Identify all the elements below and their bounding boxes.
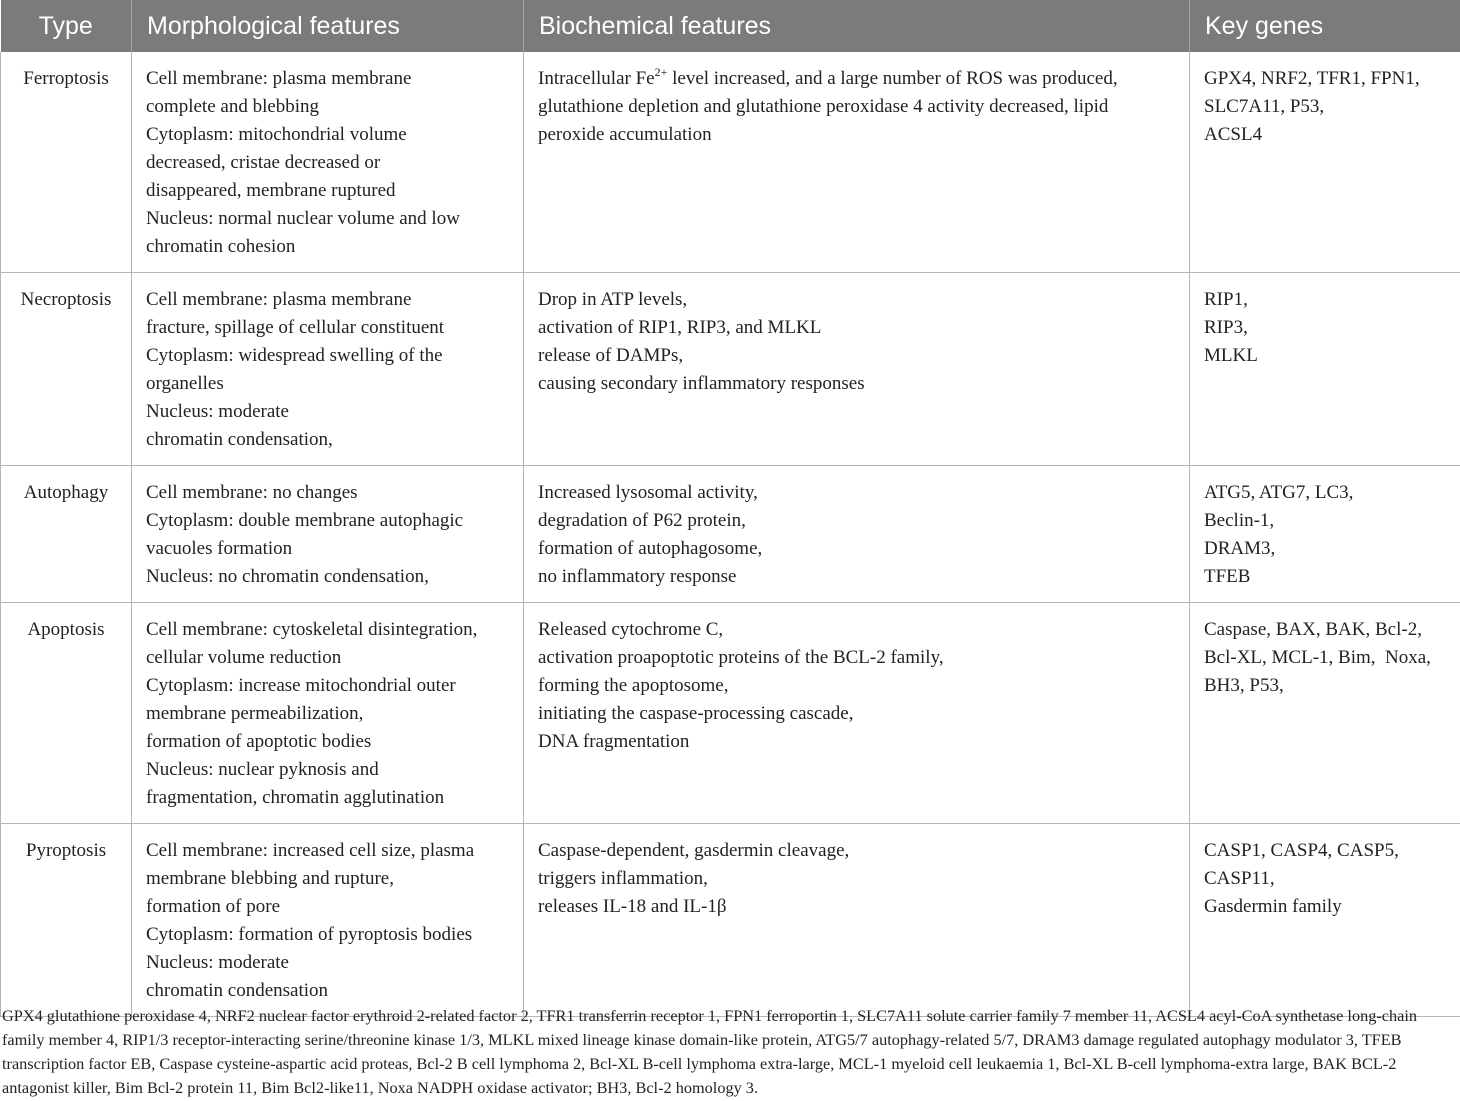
text-line: Cytoplasm: increase mitochondrial outer [146,675,456,696]
text-fragment: Intracellular Fe [538,68,655,89]
text-line: membrane permeabilization, [146,703,364,724]
text-line: Released cytochrome C, [538,619,724,640]
key-genes-cell [1190,466,1460,603]
text-line: BH3, P53, [1204,675,1284,696]
morphological-cell [132,466,524,603]
morphological-cell [132,52,524,273]
text-line: fracture, spillage of cellular constituent [146,317,445,338]
table-row [1,603,1460,824]
biochemical-cell [524,273,1190,466]
text-line: initiating the caspase-processing cascade, [538,703,854,724]
text-line: Bcl-XL, MCL-1, Bim, Noxa, [1204,647,1431,668]
text-line: peroxide accumulation [538,124,712,145]
text-line: membrane blebbing and rupture, [146,868,394,889]
text-line: Cytoplasm: double membrane autophagic [146,510,464,531]
text-line: formation of autophagosome, [538,538,763,559]
table-footnote: GPX4 glutathione peroxidase 4, NRF2 nuclear factor erythroid 2-related factor 2, TFR1 transferrin receptor 1, FPN1 ferroportin 1, SLC7A11 solute carrier family 7 member 11, ACSL4 acyl-CoA synthetase long-chain family member 4, RIP1/3 receptor-interacting serine/threonine kinase 1/3, MLKL mixed lineage kinase domain-like protein, ATG5/7 autophagy-related 5/7, DRAM3 damage regulated autophagy modulator 3, TFEB transcription factor EB, Caspase cysteine-aspartic acid proteas, Bcl-2 B cell lymphoma 2, Bcl-XL B-cell lymphoma extra-large, MCL-1 myeloid cell leukaemia 1, Bcl-XL B-cell lymphoma-extra large, BAK BCL-2 antagonist killer, Bim Bcl-2 protein 11, Bim Bcl2-like11, Noxa NADPH oxidase activator; BH3, Bcl-2 homology 3. [2,1006,1418,1097]
text-line: decreased, cristae decreased or [146,152,381,173]
table-row [1,52,1460,273]
text-line: DRAM3, [1204,538,1276,559]
text-line: Drop in ATP levels, [538,289,688,310]
text-line: Caspase, BAX, BAK, Bcl-2, [1204,619,1422,640]
biochemical-cell [524,824,1190,1017]
morphological-cell [132,603,524,824]
text-line: Nucleus: normal nuclear volume and low [146,208,460,229]
text-line: Cell membrane: no changes [146,482,358,503]
text-line: chromatin condensation, [146,429,333,450]
text-line: fragmentation, chromatin agglutination [146,787,445,808]
text-line: release of DAMPs, [538,345,684,366]
biochemical-cell [524,466,1190,603]
text-line: activation of RIP1, RIP3, and MLKL [538,317,822,338]
text-line: Cell membrane: plasma membrane [146,68,412,89]
type-cell: Autophagy [1,466,132,603]
text-line: activation proapoptotic proteins of the BCL-2 family, [538,647,944,668]
text-line: complete and blebbing [146,96,320,117]
key-genes-cell [1190,52,1460,273]
morphological-cell [132,824,524,1017]
text-line: SLC7A11, P53, [1204,96,1325,117]
type-cell: Apoptosis [1,603,132,824]
text-line: Nucleus: moderate [146,401,289,422]
text-line: glutathione depletion and glutathione peroxidase 4 activity decreased, lipid [538,96,1109,117]
text-line: Gasdermin family [1204,896,1342,917]
text-line: Cytoplasm: formation of pyroptosis bodies [146,924,473,945]
text-line: chromatin cohesion [146,236,296,257]
key-genes-cell [1190,603,1460,824]
type-cell: Ferroptosis [1,52,132,273]
text-line: TFEB [1204,566,1251,587]
text-line: chromatin condensation [146,980,329,1001]
header-row [1,0,1460,52]
text-line: disappeared, membrane ruptured [146,180,396,201]
header-morphological: Morphological features [132,0,524,52]
text-line: MLKL [1204,345,1258,366]
biochemical-cell [524,52,1190,273]
text-line: ATG5, ATG7, LC3, [1204,482,1354,503]
text-line: triggers inflammation, [538,868,708,889]
text-line: DNA fragmentation [538,731,690,752]
text-line: forming the apoptosome, [538,675,729,696]
text-line: causing secondary inflammatory responses [538,373,865,394]
text-line: formation of pore [146,896,281,917]
text-line: RIP1, [1204,289,1248,310]
text-line: Cell membrane: increased cell size, plasma [146,840,475,861]
table-row [1,273,1460,466]
text-line: Cytoplasm: mitochondrial volume [146,124,407,145]
text-line: RIP3, [1204,317,1248,338]
text-line: CASP1, CASP4, CASP5, [1204,840,1399,861]
type-cell: Necroptosis [1,273,132,466]
text-line: Increased lysosomal activity, [538,482,758,503]
superscript: 2+ [654,65,668,79]
text-line: no inflammatory response [538,566,737,587]
text-line: Nucleus: nuclear pyknosis and [146,759,379,780]
text-line [538,65,1175,93]
text-line: organelles [146,373,224,394]
text-line: degradation of P62 protein, [538,510,746,531]
text-line: releases IL-18 and IL-1β [538,896,727,917]
table-header [1,0,1460,52]
table-row [1,466,1460,603]
text-fragment: level increased, and a large number of ROS was produced, [667,68,1118,89]
text-line: vacuoles formation [146,538,293,559]
header-biochemical: Biochemical features [524,0,1190,52]
key-genes-cell [1190,273,1460,466]
text-line: formation of apoptotic bodies [146,731,372,752]
text-line: Caspase-dependent, gasdermin cleavage, [538,840,850,861]
key-genes-cell [1190,824,1460,1017]
table-body [1,52,1460,1017]
text-line: Nucleus: no chromatin condensation, [146,566,429,587]
text-line: GPX4, NRF2, TFR1, FPN1, [1204,68,1420,89]
text-line: cellular volume reduction [146,647,342,668]
table-row [1,824,1460,1017]
text-line: ACSL4 [1204,124,1263,145]
text-line: Cell membrane: cytoskeletal disintegration, [146,619,478,640]
morphological-cell [132,273,524,466]
text-line: Beclin-1, [1204,510,1275,531]
header-key-genes: Key genes [1190,0,1460,52]
text-line: CASP11, [1204,868,1275,889]
text-line: Nucleus: moderate [146,952,289,973]
text-line: Cytoplasm: widespread swelling of the [146,345,443,366]
biochemical-cell [524,603,1190,824]
type-cell: Pyroptosis [1,824,132,1017]
text-line: Cell membrane: plasma membrane [146,289,412,310]
header-type: Type [1,0,132,52]
